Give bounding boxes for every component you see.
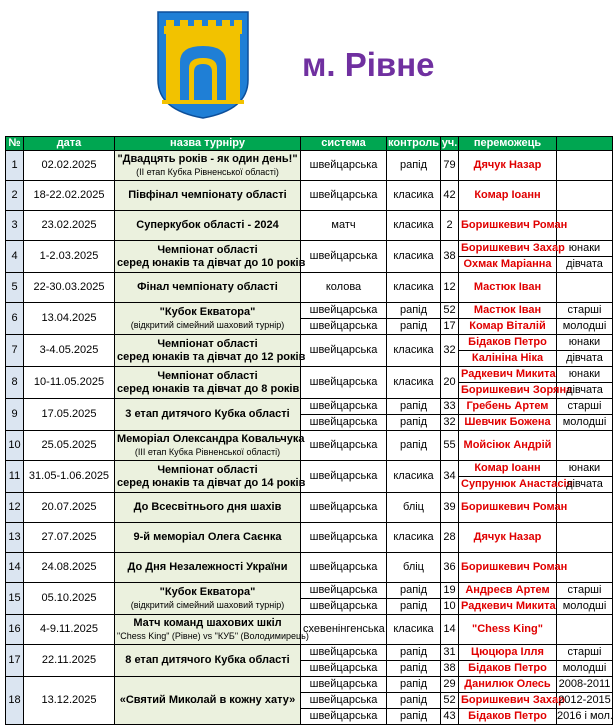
- participants: 38: [441, 661, 459, 677]
- winner: Мойсіюк Андрій: [459, 431, 557, 461]
- winner: Гребень Артем: [459, 399, 557, 415]
- time-control: бліц: [387, 493, 441, 523]
- category-note: [557, 523, 613, 553]
- tournament-title: Меморіал Олександра Ковальчука: [117, 433, 305, 445]
- row-number: 15: [6, 583, 24, 615]
- category-note: дівчата: [557, 351, 613, 367]
- time-control: рапід: [387, 319, 441, 335]
- winner: Дячук Назар: [459, 151, 557, 181]
- column-header: №: [6, 137, 24, 151]
- winner: Комар Іоанн: [459, 461, 557, 477]
- system: схевенінгенська: [301, 615, 387, 645]
- tournament-title: "Кубок Екватора": [159, 586, 256, 598]
- time-control: рапід: [387, 693, 441, 709]
- tournament-title: Чемпіонат області: [157, 337, 258, 350]
- tournament-date: 22-30.03.2025: [24, 273, 115, 303]
- category-note: [557, 151, 613, 181]
- system: швейцарська: [301, 461, 387, 493]
- tournament-name: [115, 583, 301, 615]
- system: швейцарська: [301, 645, 387, 661]
- winner: Комар Іоанн: [459, 181, 557, 211]
- category-note: юнаки: [557, 461, 613, 477]
- tournament-date: 31.05-1.06.2025: [24, 461, 115, 493]
- tournament-title: Півфінал чемпіонату області: [128, 189, 287, 201]
- tournament-subtitle: (ІІ етап Кубка Рівненської області): [136, 167, 279, 177]
- row-number: 12: [6, 493, 24, 523]
- table-row: [6, 583, 613, 599]
- tournament-name: [115, 431, 305, 461]
- participants: 43: [441, 709, 459, 725]
- system: швейцарська: [301, 661, 387, 677]
- system: швейцарська: [301, 319, 387, 335]
- winner: Калініна Ніка: [459, 351, 557, 367]
- table-row: [6, 461, 613, 477]
- winner: Бідаков Петро: [459, 709, 557, 725]
- tournament-name: [115, 211, 301, 241]
- city-title: м. Рівне: [302, 46, 435, 83]
- system: швейцарська: [301, 599, 387, 615]
- winner: Мастюк Іван: [459, 273, 557, 303]
- tournament-date: 05.10.2025: [24, 583, 115, 615]
- tournament-name: [115, 493, 301, 523]
- tournament-date: 10-11.05.2025: [24, 367, 115, 399]
- category-note: юнаки: [557, 367, 613, 383]
- system: швейцарська: [301, 553, 387, 583]
- row-number: 14: [6, 553, 24, 583]
- time-control: рапід: [387, 583, 441, 599]
- participants: 14: [441, 615, 459, 645]
- tournament-date: 24.08.2025: [24, 553, 115, 583]
- winner: Мастюк Іван: [459, 303, 557, 319]
- participants: 10: [441, 599, 459, 615]
- column-header: контроль: [387, 137, 440, 149]
- participants: 42: [441, 181, 459, 211]
- winner: Боришкевич Роман: [459, 211, 557, 241]
- tournament-date: 13.12.2025: [24, 677, 115, 725]
- tournament-title-line2: серед юнаків та дівчат до 8 років: [117, 382, 300, 395]
- system: швейцарська: [301, 335, 387, 367]
- tournament-date: 4-9.11.2025: [24, 615, 115, 645]
- row-number: 10: [6, 431, 24, 461]
- participants: 29: [441, 677, 459, 693]
- system: швейцарська: [301, 415, 387, 431]
- row-number: 4: [6, 241, 24, 273]
- tournament-title: 9-й меморіал Олега Саєнка: [133, 531, 282, 543]
- table-row: [6, 399, 613, 415]
- participants: 12: [441, 273, 459, 303]
- column-header: переможець: [459, 137, 557, 151]
- tournament-date: 1-2.03.2025: [24, 241, 115, 273]
- winner: Цюцюра Ілля: [459, 645, 557, 661]
- time-control: класика: [387, 367, 441, 399]
- tournament-title-line2: серед юнаків та дівчат до 10 років: [117, 256, 306, 269]
- tournament-subtitle: (відкритий сімейний шаховий турнір): [130, 320, 285, 330]
- system: швейцарська: [301, 367, 387, 399]
- row-number: 7: [6, 335, 24, 367]
- system: матч: [301, 211, 387, 241]
- tournament-subtitle: "Chess King" (Рівне) vs "КУБ" (Володимирець): [117, 631, 309, 641]
- participants: 32: [441, 335, 459, 367]
- table-row: [6, 151, 613, 181]
- tournament-title-line2: серед юнаків та дівчат до 12 років: [117, 350, 306, 363]
- category-note: 2016 і мол.: [557, 709, 613, 725]
- category-note: старші: [557, 399, 613, 415]
- winner: Боришкевич Роман: [459, 553, 557, 583]
- winner: Бідаков Петро: [459, 661, 557, 677]
- table-body: [6, 151, 613, 725]
- system: швейцарська: [301, 583, 387, 599]
- category-note: [557, 273, 613, 303]
- participants: 2: [441, 211, 459, 241]
- row-number: 3: [6, 211, 24, 241]
- table-row: [6, 181, 613, 211]
- participants: 52: [441, 693, 459, 709]
- row-number: 18: [6, 677, 24, 725]
- category-note: молодші: [557, 599, 613, 615]
- category-note: старші: [557, 645, 613, 661]
- participants: 34: [441, 461, 459, 493]
- winner: Супрунюк Анастасія: [459, 477, 557, 493]
- tournament-name: [115, 273, 301, 303]
- time-control: класика: [387, 241, 441, 273]
- row-number: 13: [6, 523, 24, 553]
- tournament-date: 18-22.02.2025: [24, 181, 115, 211]
- tournament-name: [115, 677, 301, 725]
- tournament-name: [115, 553, 301, 583]
- tournament-name: [115, 615, 309, 645]
- table-row: [6, 677, 613, 693]
- column-header: уч.: [441, 137, 458, 149]
- tournament-name: [115, 181, 301, 211]
- system: швейцарська: [301, 431, 387, 461]
- tournament-title: 8 етап дитячого Кубка області: [125, 654, 290, 666]
- system: швейцарська: [301, 523, 387, 553]
- time-control: рапід: [387, 415, 441, 431]
- system: швейцарська: [301, 709, 387, 725]
- tournament-name: [115, 335, 306, 367]
- participants: 28: [441, 523, 459, 553]
- row-number: 6: [6, 303, 24, 335]
- table-row: [6, 553, 613, 583]
- category-note: [557, 181, 613, 211]
- category-note: 2008-2011: [557, 677, 613, 693]
- category-note: дівчата: [557, 477, 613, 493]
- winner: Радкевич Микита: [459, 367, 557, 383]
- tournament-title: Чемпіонат області: [157, 243, 258, 256]
- row-number: 1: [6, 151, 24, 181]
- participants: 55: [441, 431, 459, 461]
- winner: Андреєв Артем: [459, 583, 557, 599]
- tournament-results-table: [5, 136, 613, 725]
- tournament-title: "Кубок Екватора": [159, 306, 256, 318]
- tournament-date: 13.04.2025: [24, 303, 115, 335]
- participants: 17: [441, 319, 459, 335]
- tournament-name: [115, 645, 301, 677]
- category-note: юнаки: [557, 241, 613, 257]
- row-number: 16: [6, 615, 24, 645]
- tournament-title: До Всесвітнього дня шахів: [133, 501, 282, 513]
- table-row: [6, 335, 613, 351]
- time-control: рапід: [387, 677, 441, 693]
- tournament-subtitle: (ІІІ етап Кубка Рівненської області): [134, 447, 281, 457]
- table-row: [6, 431, 613, 461]
- winner: Боришкевич Захар: [459, 241, 557, 257]
- time-control: класика: [387, 181, 441, 211]
- system: швейцарська: [301, 181, 387, 211]
- tournament-date: 20.07.2025: [24, 493, 115, 523]
- tournament-name: [115, 303, 301, 335]
- table-row: [6, 367, 613, 383]
- time-control: рапід: [387, 431, 441, 461]
- category-note: дівчата: [557, 383, 613, 399]
- tournament-title: Чемпіонат області: [157, 463, 258, 476]
- table-row: [6, 273, 613, 303]
- winner: Радкевич Микита: [459, 599, 557, 615]
- system: швейцарська: [301, 241, 387, 273]
- row-number: 9: [6, 399, 24, 431]
- winner: Боришкевич Захар: [459, 693, 557, 709]
- column-header: [557, 137, 613, 151]
- system: швейцарська: [301, 399, 387, 415]
- tournament-name: [115, 461, 306, 493]
- tournament-name: [115, 367, 301, 399]
- tournament-date: 25.05.2025: [24, 431, 115, 461]
- winner: Боришкевич Зоряна: [459, 383, 557, 399]
- tournament-date: 02.02.2025: [24, 151, 115, 181]
- participants: 38: [441, 241, 459, 273]
- tournament-title: Фінал чемпіонату області: [137, 281, 278, 293]
- participants: 31: [441, 645, 459, 661]
- tournament-subtitle: (відкритий сімейний шаховий турнір): [130, 600, 285, 610]
- category-note: старші: [557, 583, 613, 599]
- winner: "Chess King": [459, 615, 557, 645]
- category-note: молодші: [557, 319, 613, 335]
- table-row: [6, 523, 613, 553]
- tournament-title: До Дня Незалежності України: [127, 561, 288, 573]
- winner: Охмак Маріанна: [459, 257, 557, 273]
- system: швейцарська: [301, 151, 387, 181]
- participants: 36: [441, 553, 459, 583]
- winner: Комар Віталій: [459, 319, 557, 335]
- table-header-row: [6, 137, 613, 151]
- tournament-name: [115, 523, 301, 553]
- table-row: [6, 493, 613, 523]
- system: швейцарська: [301, 677, 387, 693]
- time-control: рапід: [387, 599, 441, 615]
- tournament-name: [115, 241, 306, 273]
- category-note: дівчата: [557, 257, 613, 273]
- table-row: [6, 303, 613, 319]
- tournament-title: Матч команд шахових шкіл: [133, 617, 282, 629]
- tournament-title-line2: серед юнаків та дівчат до 14 років: [117, 476, 306, 489]
- winner: Бідаков Петро: [459, 335, 557, 351]
- winner: Шевчик Божена: [459, 415, 557, 431]
- tournament-date: 3-4.05.2025: [24, 335, 115, 367]
- column-header: система: [301, 137, 387, 151]
- category-note: [557, 431, 613, 461]
- time-control: класика: [387, 615, 441, 645]
- system: колова: [301, 273, 387, 303]
- row-number: 5: [6, 273, 24, 303]
- participants: 33: [441, 399, 459, 415]
- row-number: 17: [6, 645, 24, 677]
- category-note: [557, 615, 613, 645]
- page-header: [0, 0, 616, 134]
- tournament-date: 23.02.2025: [24, 211, 115, 241]
- column-header: назва турніру: [115, 137, 301, 151]
- tournament-date: 17.05.2025: [24, 399, 115, 431]
- participants: 39: [441, 493, 459, 523]
- category-note: старші: [557, 303, 613, 319]
- tournament-name: [115, 399, 301, 431]
- row-number: 11: [6, 461, 24, 493]
- winner: Дячук Назар: [459, 523, 557, 553]
- time-control: класика: [387, 335, 441, 367]
- table-row: [6, 645, 613, 661]
- tournament-title: Чемпіонат області: [157, 369, 258, 382]
- time-control: класика: [387, 461, 441, 493]
- system: швейцарська: [301, 693, 387, 709]
- time-control: рапід: [387, 399, 441, 415]
- row-number: 8: [6, 367, 24, 399]
- time-control: рапід: [387, 151, 441, 181]
- tournament-name: [115, 151, 301, 181]
- rivne-coat-of-arms: [156, 10, 250, 120]
- time-control: класика: [387, 523, 441, 553]
- tournament-title: «Святий Миколай в кожну хату»: [119, 694, 296, 706]
- participants: 19: [441, 583, 459, 599]
- table-row: [6, 615, 613, 645]
- time-control: рапід: [387, 303, 441, 319]
- category-note: 2012-2015: [557, 693, 613, 709]
- participants: 52: [441, 303, 459, 319]
- tournament-title: 3 етап дитячого Кубка області: [125, 408, 290, 420]
- tournament-title: "Двадцять років - як один день!": [117, 153, 298, 165]
- category-note: молодші: [557, 661, 613, 677]
- category-note: молодші: [557, 415, 613, 431]
- table-row: [6, 241, 613, 257]
- tournament-title: Суперкубок області - 2024: [136, 219, 279, 231]
- time-control: класика: [387, 211, 441, 241]
- time-control: класика: [387, 273, 441, 303]
- category-note: юнаки: [557, 335, 613, 351]
- system: швейцарська: [301, 303, 387, 319]
- time-control: бліц: [387, 553, 441, 583]
- participants: 79: [441, 151, 459, 181]
- winner: Боришкевич Роман: [459, 493, 557, 523]
- row-number: 2: [6, 181, 24, 211]
- table-row: [6, 211, 613, 241]
- time-control: рапід: [387, 661, 441, 677]
- system: швейцарська: [301, 493, 387, 523]
- time-control: рапід: [387, 709, 441, 725]
- winner: Данилюк Олесь: [459, 677, 557, 693]
- time-control: рапід: [387, 645, 441, 661]
- tournament-date: 22.11.2025: [24, 645, 115, 677]
- participants: 32: [441, 415, 459, 431]
- column-header: дата: [24, 137, 115, 151]
- tournament-date: 27.07.2025: [24, 523, 115, 553]
- participants: 20: [441, 367, 459, 399]
